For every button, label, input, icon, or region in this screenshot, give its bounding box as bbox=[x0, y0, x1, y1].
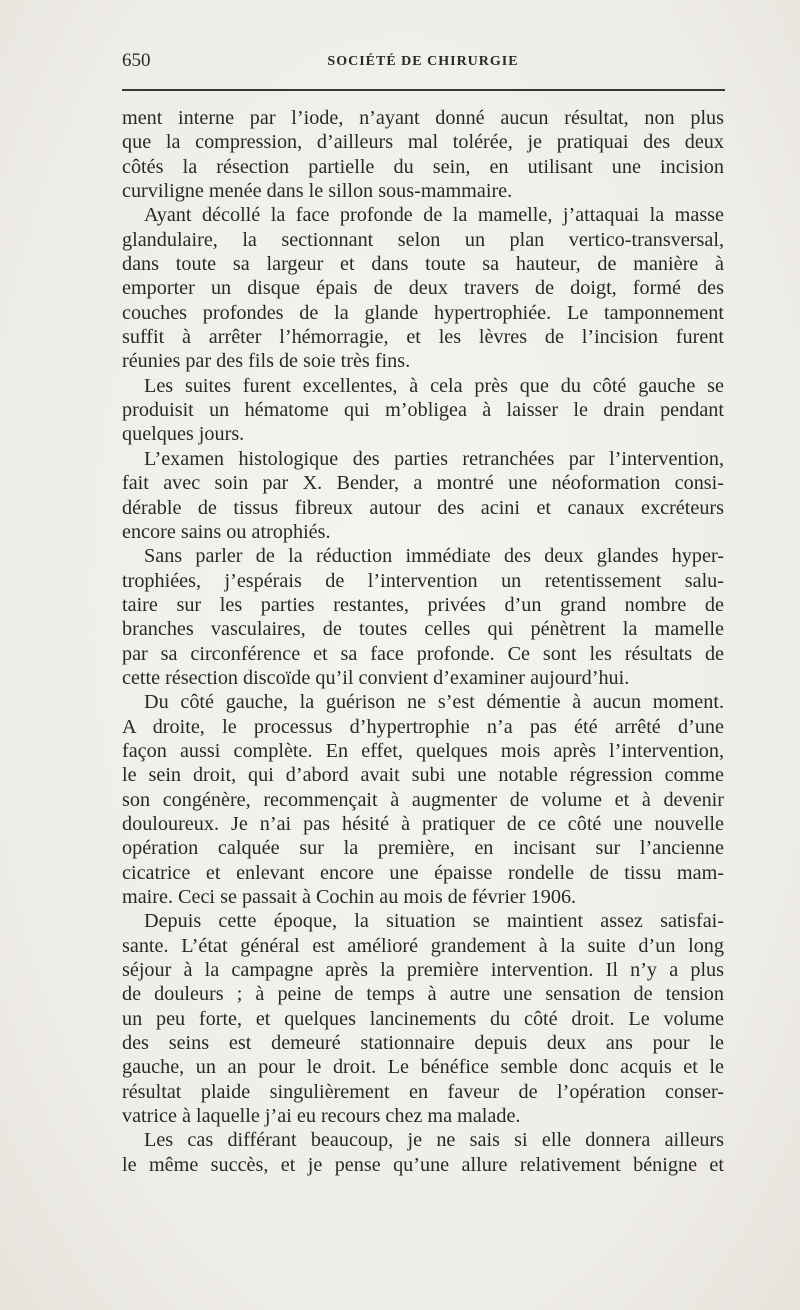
text-line: encore sains ou atrophiés. bbox=[122, 520, 331, 543]
text-line: dérable de tissus fibreux autour des acini et canaux excréteurs bbox=[122, 496, 724, 519]
text-line: A droite, le processus d’hypertrophie n’a pas été arrêté d’une bbox=[122, 715, 724, 738]
text-line: branches vasculaires, de toutes celles qui pénètrent la mamelle bbox=[122, 618, 724, 641]
running-title: SOCIÉTÉ DE CHIRURGIE bbox=[327, 54, 519, 69]
text-line: sante. L’état général est amélioré grandement à la suite d’un long bbox=[122, 934, 724, 957]
text-line: taire sur les parties restantes, privées d’un grand nombre de bbox=[122, 593, 724, 616]
text-line: côtés la résection partielle du sein, en utilisant une incision bbox=[122, 155, 724, 178]
text-line: façon aussi complète. En effet, quelques mois après l’intervention, bbox=[122, 739, 724, 762]
text-line: glandulaire, la sectionnant selon un plan vertico-transversal, bbox=[122, 228, 724, 251]
text-line: son congénère, recommençait à augmenter de volume et à devenir bbox=[122, 788, 724, 811]
header-rule bbox=[122, 89, 725, 91]
text-line: Les cas différant beaucoup, je ne sais si elle donnera ailleurs bbox=[144, 1129, 724, 1152]
text-line: séjour à la campagne après la première intervention. Il n’y a plus bbox=[122, 959, 724, 982]
text-line: produisit un hématome qui m’obligea à laisser le drain pendant bbox=[122, 399, 724, 422]
text-line: réunies par des fils de soie très fins. bbox=[122, 350, 411, 373]
text-line: Les suites furent excellentes, à cela près que du côté gauche se bbox=[144, 374, 724, 397]
text-line: résultat plaide singulièrement en faveur de l’opération conser- bbox=[122, 1080, 724, 1103]
text-line: Sans parler de la réduction immédiate des deux glandes hyper- bbox=[144, 545, 724, 568]
text-line: curviligne menée dans le sillon sous-mammaire. bbox=[122, 180, 513, 203]
paragraph bbox=[122, 447, 724, 544]
paragraph bbox=[122, 203, 724, 373]
text-line: cette résection discoïde qu’il convient d’examiner aujourd’hui. bbox=[122, 666, 630, 689]
page-number: 650 bbox=[122, 50, 151, 71]
paragraph bbox=[122, 374, 724, 447]
text-line: gauche, un an pour le droit. Le bénéfice semble donc acquis et le bbox=[122, 1056, 724, 1079]
body-text bbox=[122, 106, 724, 1177]
paragraph bbox=[122, 909, 724, 1128]
text-line: fait avec soin par X. Bender, a montré une néoformation consi- bbox=[122, 472, 724, 495]
text-line: maire. Ceci se passait à Cochin au mois de février 1906. bbox=[122, 886, 577, 908]
text-line: le même succès, et je pense qu’une allure relativement bénigne et bbox=[122, 1153, 724, 1176]
paragraph bbox=[122, 1128, 724, 1177]
text-line: Ayant décollé la face profonde de la mamelle, j’attaquai la masse bbox=[144, 204, 724, 227]
text-line: quelques jours. bbox=[122, 423, 245, 446]
text-line: dans toute sa largeur et dans toute sa hauteur, de manière à bbox=[122, 253, 724, 276]
paragraph bbox=[122, 544, 724, 690]
text-line: opération calquée sur la première, en incisant sur l’ancienne bbox=[122, 837, 724, 860]
text-line: de douleurs ; à peine de temps à autre une sensation de tension bbox=[122, 983, 724, 1006]
text-line: des seins est demeuré stationnaire depuis deux ans pour le bbox=[122, 1032, 724, 1055]
text-line: couches profondes de la glande hypertrophiée. Le tamponnement bbox=[122, 301, 724, 324]
text-line: vatrice à laquelle j’ai eu recours chez ma malade. bbox=[122, 1105, 521, 1128]
text-line: douloureux. Je n’ai pas hésité à pratiquer de ce côté une nouvelle bbox=[122, 812, 724, 835]
text-line: L’examen histologique des parties retranchées par l’intervention, bbox=[144, 447, 724, 470]
running-header bbox=[122, 50, 724, 74]
text-line: le sein droit, qui d’abord avait subi une notable régression comme bbox=[122, 764, 724, 787]
paragraph bbox=[122, 106, 724, 203]
text-line: cicatrice et enlevant encore une épaisse rondelle de tissu mam- bbox=[122, 861, 724, 884]
text-line: ment interne par l’iode, n’ayant donné aucun résultat, non plus bbox=[122, 107, 724, 129]
text-line: emporter un disque épais de deux travers de doigt, formé des bbox=[122, 277, 724, 300]
text-line: que la compression, d’ailleurs mal tolérée, je pratiquai des deux bbox=[122, 131, 724, 154]
text-line: trophiées, j’espérais de l’intervention un retentissement salu- bbox=[122, 569, 724, 592]
paragraph bbox=[122, 690, 724, 909]
text-line: Du côté gauche, la guérison ne s’est démentie à aucun moment. bbox=[144, 691, 724, 714]
text-line: un peu forte, et quelques lancinements du côté droit. Le volume bbox=[122, 1007, 724, 1030]
text-line: suffit à arrêter l’hémorragie, et les lèvres de l’incision furent bbox=[122, 326, 724, 349]
text-line: Depuis cette époque, la situation se maintient assez satisfai- bbox=[144, 910, 724, 933]
text-line: par sa circonférence et sa face profonde. Ce sont les résultats de bbox=[122, 642, 724, 665]
